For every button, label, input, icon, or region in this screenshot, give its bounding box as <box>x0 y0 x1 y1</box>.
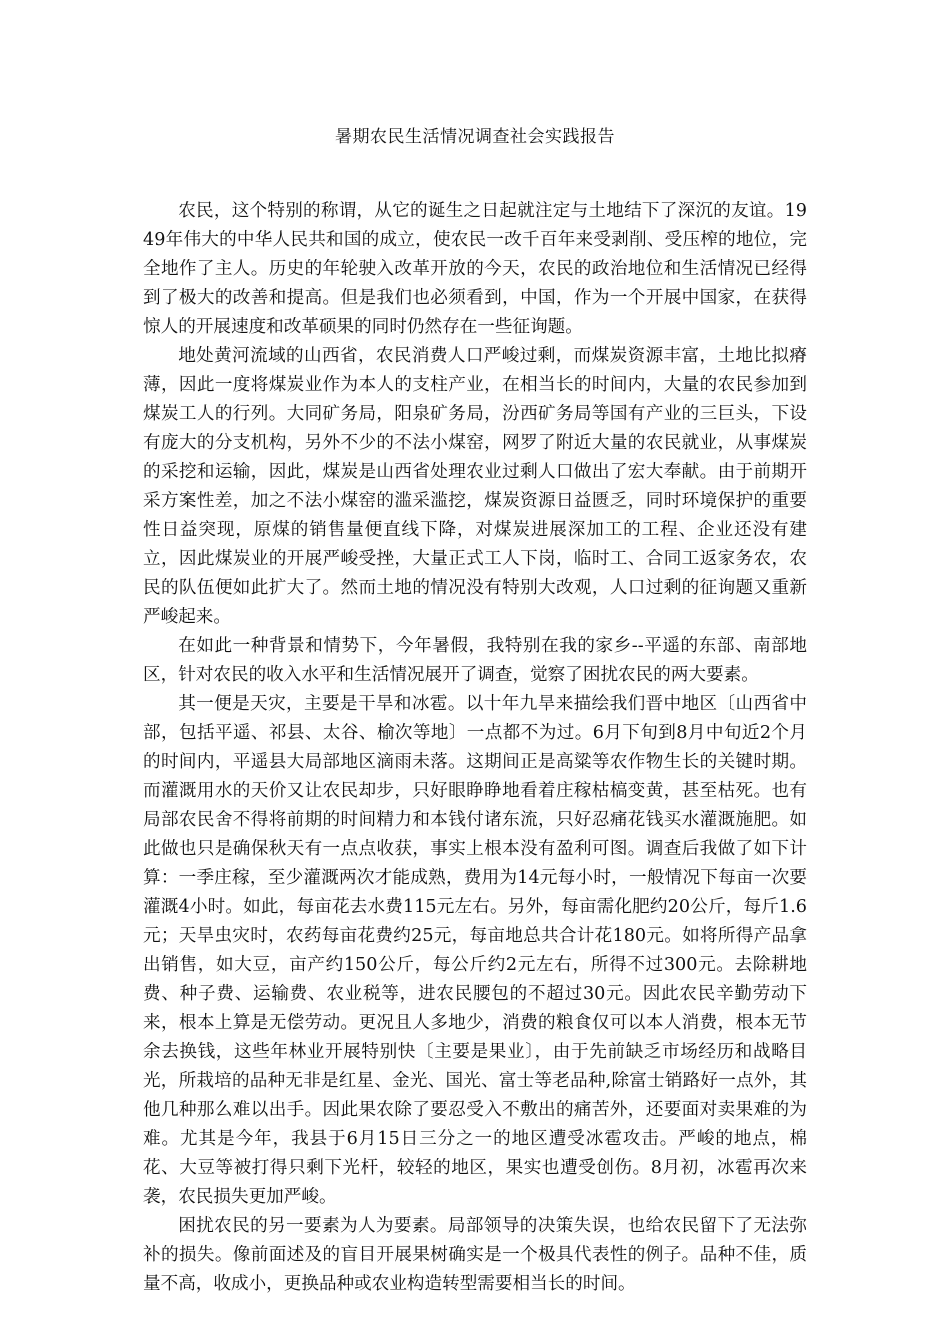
document-body <box>143 197 807 1299</box>
document-title: 暑期农民生活情况调查社会实践报告 <box>335 127 615 147</box>
paragraph-human-factor: 困扰农民的另一要素为人为要素。局部领导的决策失误，也给农民留下了无法弥补的损失。像前面述及的盲目开展果树确实是一个极具代表性的例子。品种不佳，质量不高，收成小，更换品种或农业构造转型需要相当长的时间。 <box>143 1216 807 1294</box>
paragraph-survey: 在如此一种背景和情势下，今年暑假，我特别在我的家乡--平遥的东部、南部地区，针对农民的收入水平和生活情况展开了调查，觉察了困扰农民的两大要素。 <box>143 636 807 685</box>
paragraph-intro: 农民，这个特别的称谓，从它的诞生之日起就注定与土地结下了深沉的友谊。1949年伟大的中华人民共和国的成立，使农民一改千百年来受剥削、受压榨的地位，完全地作了主人。历史的年轮驶入改革开放的今天，农民的政治地位和生活情况已经得到了极大的改善和提高。但是我们也必须看到，中国，作为一个开展中国家，在获得惊人的开展速度和改革硕果的同时仍然存在一些征询题。 <box>143 201 807 337</box>
paragraph-background: 地处黄河流域的山西省，农民消费人口严峻过剩，而煤炭资源丰富，土地比拟瘠薄，因此一度将煤炭业作为本人的支柱产业，在相当长的时间内，大量的农民参加到煤炭工人的行列。大同矿务局，阳泉矿务局，汾西矿务局等国有产业的三巨头，下设有庞大的分支机构，另外不少的不法小煤窑，网罗了附近大量的农民就业，从事煤炭的采挖和运输，因此，煤炭是山西省处理农业过剩人口做出了宏大奉献。由于前期开采方案性差，加之不法小煤窑的滥采滥挖，煤炭资源日益匮乏，同时环境保护的重要性日益突现，原煤的销售量便直线下降，对煤炭进展深加工的工程、企业还没有建立，因此煤炭业的开展严峻受挫，大量正式工人下岗，临时工、合同工返家务农，农民的队伍便如此扩大了。然而土地的情况没有特别大改观，人口过剩的征询题又重新严峻起来。 <box>143 346 807 627</box>
paragraph-natural-disaster: 其一便是天灾，主要是干旱和冰雹。以十年九旱来描绘我们晋中地区〔山西省中部，包括平遥、祁县、太谷、榆次等地〕一点都不为过。6月下旬到8月中旬近2个月的时间内，平遥县大局部地区滴雨未落。这期间正是高粱等农作物生长的关键时期。而灌溉用水的天价又让农民却步，只好眼睁睁地看着庄稼枯槁变黄，甚至枯死。也有局部农民舍不得将前期的时间精力和本钱付诸东流，只好忍痛花钱买水灌溉施肥。如此做也只是确保秋天有一点点收获，事实上根本没有盈利可图。调查后我做了如下计算：一季庄稼，至少灌溉两次才能成熟，费用为14元每小时，一般情况下每亩一次要灌溉4小时。如此，每亩花去水费115元左右。另外，每亩需化肥约20公斤，每斤1.6元；天旱虫灾时，农药每亩花费约25元，每亩地总共合计花180元。如将所得产品拿出销售，如大豆，亩产约150公斤，每公斤约2元左右，所得不过300元。去除耕地费、种子费、运输费、农业税等，进农民腰包的不超过30元。因此农民辛勤劳动下来，根本上算是无偿劳动。更况且人多地少，消费的粮食仅可以本人消费，根本无节余去换钱，这些年林业开展特别快〔主要是果业〕，由于先前缺乏市场经历和战略目光，所栽培的品种无非是红星、金光、国光、富士等老品种,除富士销路好一点外，其他几种那么难以出手。因此果农除了要忍受入不敷出的痛苦外，还要面对卖果难的为难。尤其是今年，我县于6月15日三分之一的地区遭受冰雹攻击。严峻的地点，棉花、大豆等被打得只剩下光杆，较轻的地区，果实也遭受创伤。8月初，冰雹再次来袭，农民损失更加严峻。 <box>143 694 807 1207</box>
